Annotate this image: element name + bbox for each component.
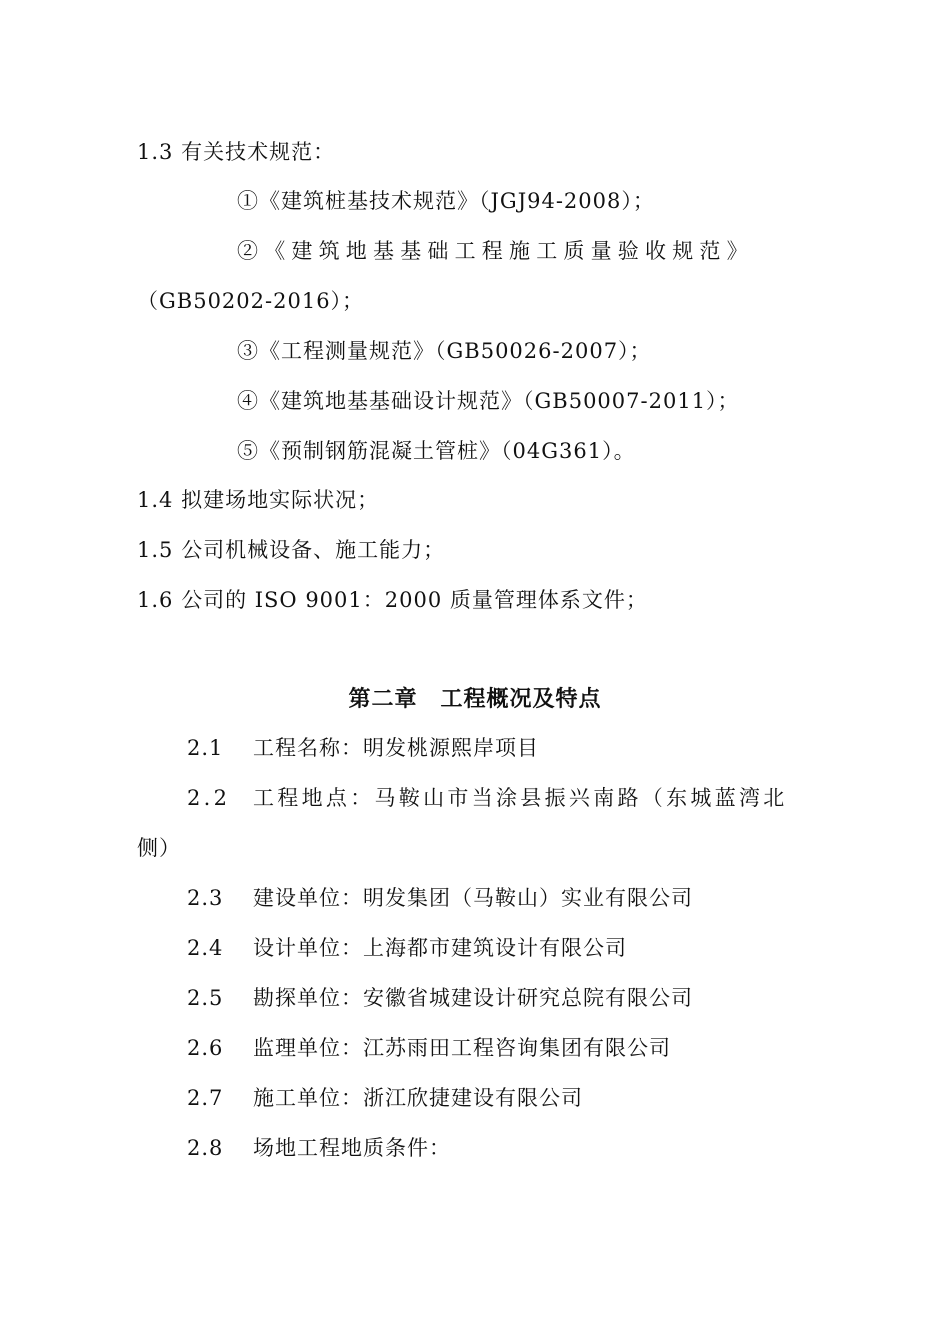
spec-3: ③《工程测量规范》（GB50026-2007）； — [237, 339, 652, 363]
item-text: 工程地点：马鞍山市当涂县振兴南路（东城蓝湾北 — [253, 786, 788, 810]
item-text: 设计单位：上海都市建筑设计有限公司 — [253, 936, 627, 960]
item-number: 2.4 — [187, 936, 224, 960]
item-number: 2.5 — [187, 986, 224, 1010]
item-text: 监理单位：江苏雨田工程咨询集团有限公司 — [253, 1036, 671, 1060]
item-number: 2.7 — [187, 1086, 224, 1110]
item-text: 建设单位：明发集团（马鞍山）实业有限公司 — [253, 886, 693, 910]
item-1-3: 1.3 有关技术规范： — [137, 140, 336, 164]
item-2-5 — [187, 983, 693, 1013]
item-2-3 — [187, 883, 693, 913]
item-2-7 — [187, 1083, 583, 1113]
chapter-2-title: 第二章 工程概况及特点 — [348, 686, 602, 712]
item-text: 工程名称：明发桃源熙岸项目 — [253, 736, 539, 760]
item-1-4: 1.4 拟建场地实际状况； — [137, 488, 380, 512]
item-number: 2.3 — [187, 886, 224, 910]
item-number: 2.2 — [187, 786, 231, 810]
item-text: 施工单位：浙江欣捷建设有限公司 — [253, 1086, 583, 1110]
item-1-6: 1.6 公司的 ISO 9001：2000 质量管理体系文件； — [137, 588, 648, 612]
spec-1: ①《建筑桩基技术规范》（JGJ94-2008）； — [237, 189, 655, 213]
spec-4: ④《建筑地基基础设计规范》（GB50007-2011）； — [237, 389, 740, 413]
item-number: 2.1 — [187, 736, 224, 760]
item-2-1 — [187, 733, 539, 763]
item-2-8 — [187, 1133, 451, 1163]
spec-2: ②《建筑地基基础工程施工质量验收规范》 — [237, 239, 754, 263]
item-text: 场地工程地质条件： — [253, 1136, 451, 1160]
item-2-2 — [187, 783, 788, 813]
item-2-2-cont: 侧） — [137, 836, 181, 860]
spec-2-cont: （GB50202-2016）； — [137, 289, 365, 313]
item-number: 2.6 — [187, 1036, 224, 1060]
item-number: 2.8 — [187, 1136, 224, 1160]
item-text: 勘探单位：安徽省城建设计研究总院有限公司 — [253, 986, 693, 1010]
item-2-6 — [187, 1033, 671, 1063]
spec-5: ⑤《预制钢筋混凝土管桩》（04G361）。 — [237, 439, 636, 463]
item-2-4 — [187, 933, 627, 963]
item-1-5: 1.5 公司机械设备、施工能力； — [137, 538, 446, 562]
